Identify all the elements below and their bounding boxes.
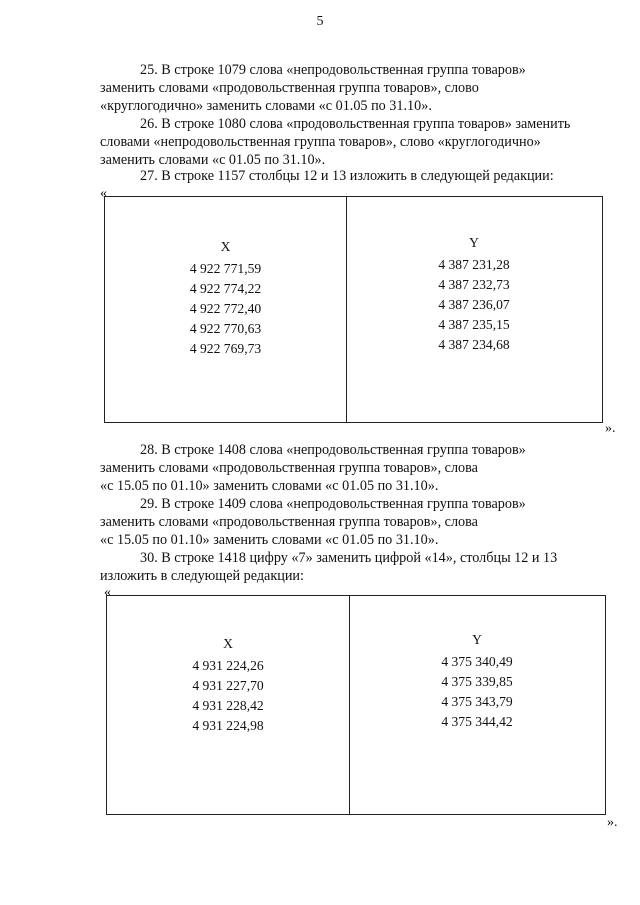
paragraph-line [100,441,618,459]
y-value: 4 387 236,07 [438,297,510,312]
x-value: 4 922 772,40 [189,301,262,316]
word: «продовольственная [212,460,336,476]
word: строке [174,442,214,458]
paragraph-line: «с 15.05 по 01.10» заменить словами «с 01.05 по 31.10». [100,532,439,548]
x-value: 4 931 224,26 [192,658,264,673]
y-value: 4 387 235,15 [438,317,510,332]
x-column [105,239,346,359]
quote-open: « [104,585,111,600]
x-header: X [220,239,231,254]
x-column [107,636,349,736]
word: группа [427,62,469,78]
x-value: 4 922 769,73 [189,341,262,356]
paragraph-line [100,61,618,79]
word: группа [338,514,381,530]
word: словами [158,460,209,476]
word: слова [444,460,478,476]
word: строке [174,62,214,78]
paragraph-line: «круглогодично» заменить словами «с 01.05 по 31.10». [100,98,432,114]
word: 25. В [140,62,171,78]
word: 28. В [140,442,171,458]
paragraph-item-30 [100,549,618,585]
paragraph-line [100,459,618,477]
word: группа [338,460,381,476]
y-header: Y [469,235,479,250]
word: 29. В [140,496,171,512]
paragraph-line [100,513,618,531]
word: группа [427,442,469,458]
paragraph-item-25 [100,61,618,115]
y-value: 4 387 234,68 [438,337,510,352]
paragraph-item-28 [100,441,618,495]
word: товаров», [383,460,442,476]
paragraph-line: словами «непродовольственная группа товаров», слово «круглогодично» [100,134,541,150]
word: строке [174,496,214,512]
quote-open: « [100,186,107,201]
y-column [346,235,602,355]
word: 1079 [217,62,246,78]
word: группа [427,496,469,512]
y-value: 4 375 343,79 [441,694,513,709]
paragraph-line: 27. В строке 1157 столбцы 12 и 13 изложить в следующей редакции: [140,168,554,184]
paragraph-line [100,495,618,513]
y-value: 4 375 340,49 [441,654,513,669]
y-value: 4 375 339,85 [441,674,513,689]
paragraph-line: 26. В строке 1080 слова «продовольственная группа товаров» заменить [140,116,571,132]
word: товаров», [383,80,442,96]
x-value: 4 931 228,42 [192,698,264,713]
word: товаров» [471,442,526,458]
paragraph-item-26 [100,115,618,169]
paragraph-line: заменить словами «с 01.05 по 31.10». [100,152,326,168]
word: группа [338,80,381,96]
x-header: X [223,636,233,651]
word: словами [158,514,209,530]
y-value: 4 375 344,42 [441,714,513,729]
word: товаров», [383,514,442,530]
word: заменить [100,460,156,476]
word: слова [249,496,283,512]
word: товаров» [471,496,526,512]
y-column [349,632,605,732]
x-value: 4 922 774,22 [189,281,262,296]
paragraph-item-27 [100,167,618,185]
y-value: 4 387 232,73 [438,277,510,292]
word: слова [444,514,478,530]
x-value: 4 922 770,63 [189,321,262,336]
page-number: 5 [316,14,324,29]
coordinates-table-2 [106,595,606,815]
word: «непродовольственная [286,496,424,512]
y-value: 4 387 231,28 [438,257,510,272]
coordinates-table-1 [104,196,603,423]
x-value: 4 931 227,70 [192,678,264,693]
word: «продовольственная [212,514,336,530]
word: 1409 [217,496,246,512]
paragraph-line: «с 15.05 по 01.10» заменить словами «с 01.05 по 31.10». [100,478,439,494]
word: слово [444,80,479,96]
quote-close: ». [607,815,618,830]
word: «непродовольственная [286,442,424,458]
word: 1408 [217,442,246,458]
word: заменить [100,514,156,530]
word: слова [249,62,283,78]
word: товаров» [471,62,526,78]
paragraph-item-29 [100,495,618,549]
word: словами [158,80,209,96]
paragraph-line: изложить в следующей редакции: [100,568,304,584]
word: заменить [100,80,156,96]
paragraph-line [100,79,618,97]
x-value: 4 931 224,98 [192,718,264,733]
word: «продовольственная [212,80,336,96]
word: слова [249,442,283,458]
word: «непродовольственная [286,62,424,78]
x-value: 4 922 771,59 [189,261,262,276]
y-header: Y [472,632,482,647]
quote-close: ». [605,421,616,436]
paragraph-line: 30. В строке 1418 цифру «7» заменить цифрой «14», столбцы 12 и 13 [140,550,558,566]
